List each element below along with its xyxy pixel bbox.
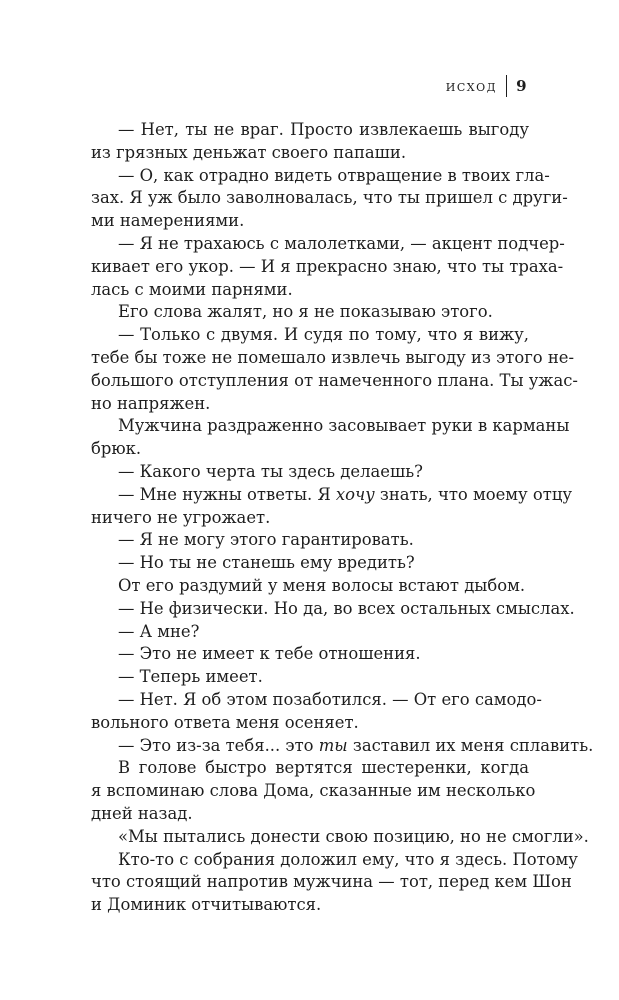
text-line: брюк. (91, 439, 142, 459)
paragraph (91, 689, 542, 735)
text-line: — Это не имеет к тебе отношения. (118, 644, 421, 664)
running-head (446, 73, 527, 99)
paragraph (91, 233, 565, 301)
text-line: — Но ты не станешь ему вредить? (118, 553, 415, 573)
text-line: кивает его укор. — И я прекрасно знаю, что ты траха- (91, 256, 564, 276)
paragraph (91, 826, 589, 849)
text-line: вольного ответа меня осеняет. (91, 712, 359, 732)
paragraph (91, 119, 529, 165)
text-line: — Мне нужны ответы. Я хочу знать, что моему отцу (118, 484, 572, 504)
body-text (91, 119, 594, 917)
text-line: Кто-то с собрания доложил ему, что я здесь. Потому (118, 849, 578, 869)
text-line: ми намерениями. (91, 211, 245, 231)
paragraph (91, 643, 529, 666)
text-line: лась с моими парнями. (91, 279, 293, 299)
text-line: но напряжен. (91, 393, 211, 413)
text-line: — Какого черта ты здесь делаешь? (118, 461, 423, 481)
paragraph (91, 849, 578, 917)
text-line: ничего не угрожает. (91, 507, 271, 527)
paragraph (91, 301, 529, 324)
header-separator (506, 75, 507, 97)
text-line: «Мы пытались донести свою позицию, но не смогли». (118, 826, 589, 846)
text-line: — Я не трахаюсь с малолетками, — акцент подчер- (118, 233, 565, 253)
paragraph (91, 666, 529, 689)
text-line: В голове быстро вертятся шестеренки, когда (118, 758, 529, 778)
text-line: тебе бы тоже не помешало извлечь выгоду из этого не- (91, 347, 575, 367)
paragraph (91, 484, 572, 530)
text-line: зах. Я уж было заволновалась, что ты пришел с други- (91, 188, 568, 208)
text-line: большого отступления от намеченного плана. Ты ужас- (91, 370, 578, 390)
book-title: исход (445, 77, 498, 95)
text-line: и Доминик отчитываются. (91, 895, 322, 915)
paragraph (91, 735, 594, 758)
page-number: 9 (516, 77, 527, 95)
paragraph (91, 757, 536, 825)
text-line: От его раздумий у меня волосы встают дыбом. (118, 575, 526, 595)
paragraph (91, 598, 575, 621)
paragraph (91, 165, 568, 233)
text-line: — Не физически. Но да, во всех остальных смыслах. (118, 598, 575, 618)
paragraph (91, 575, 529, 598)
paragraph (91, 621, 529, 644)
text-line: — Только с двумя. И судя по тому, что я вижу, (118, 325, 529, 345)
text-line: — Теперь имеет. (118, 667, 263, 687)
text-line: из грязных деньжат своего папаши. (91, 142, 407, 162)
text-line: — Нет. Я об этом позаботился. — От его самодо- (118, 689, 542, 709)
text-line: дней назад. (91, 803, 193, 823)
paragraph (91, 415, 570, 461)
text-line: Мужчина раздраженно засовывает руки в карманы (118, 416, 570, 436)
paragraph (91, 461, 529, 484)
text-line: — О, как отрадно видеть отвращение в твоих гла- (118, 165, 550, 185)
paragraph (91, 324, 578, 415)
paragraph (91, 552, 529, 575)
text-line: — Нет, ты не враг. Просто извлекаешь выгоду (118, 120, 529, 139)
text-line: — А мне? (118, 621, 200, 641)
text-line: Его слова жалят, но я не показываю этого. (118, 302, 493, 322)
text-line: — Я не могу этого гарантировать. (118, 530, 414, 550)
text-line: я вспоминаю слова Дома, сказанные им несколько (91, 781, 536, 801)
text-line: — Это из-за тебя... это ты заставил их меня сплавить. (118, 735, 594, 755)
text-line: что стоящий напротив мужчина — тот, перед кем Шон (91, 872, 572, 892)
paragraph (91, 529, 529, 552)
